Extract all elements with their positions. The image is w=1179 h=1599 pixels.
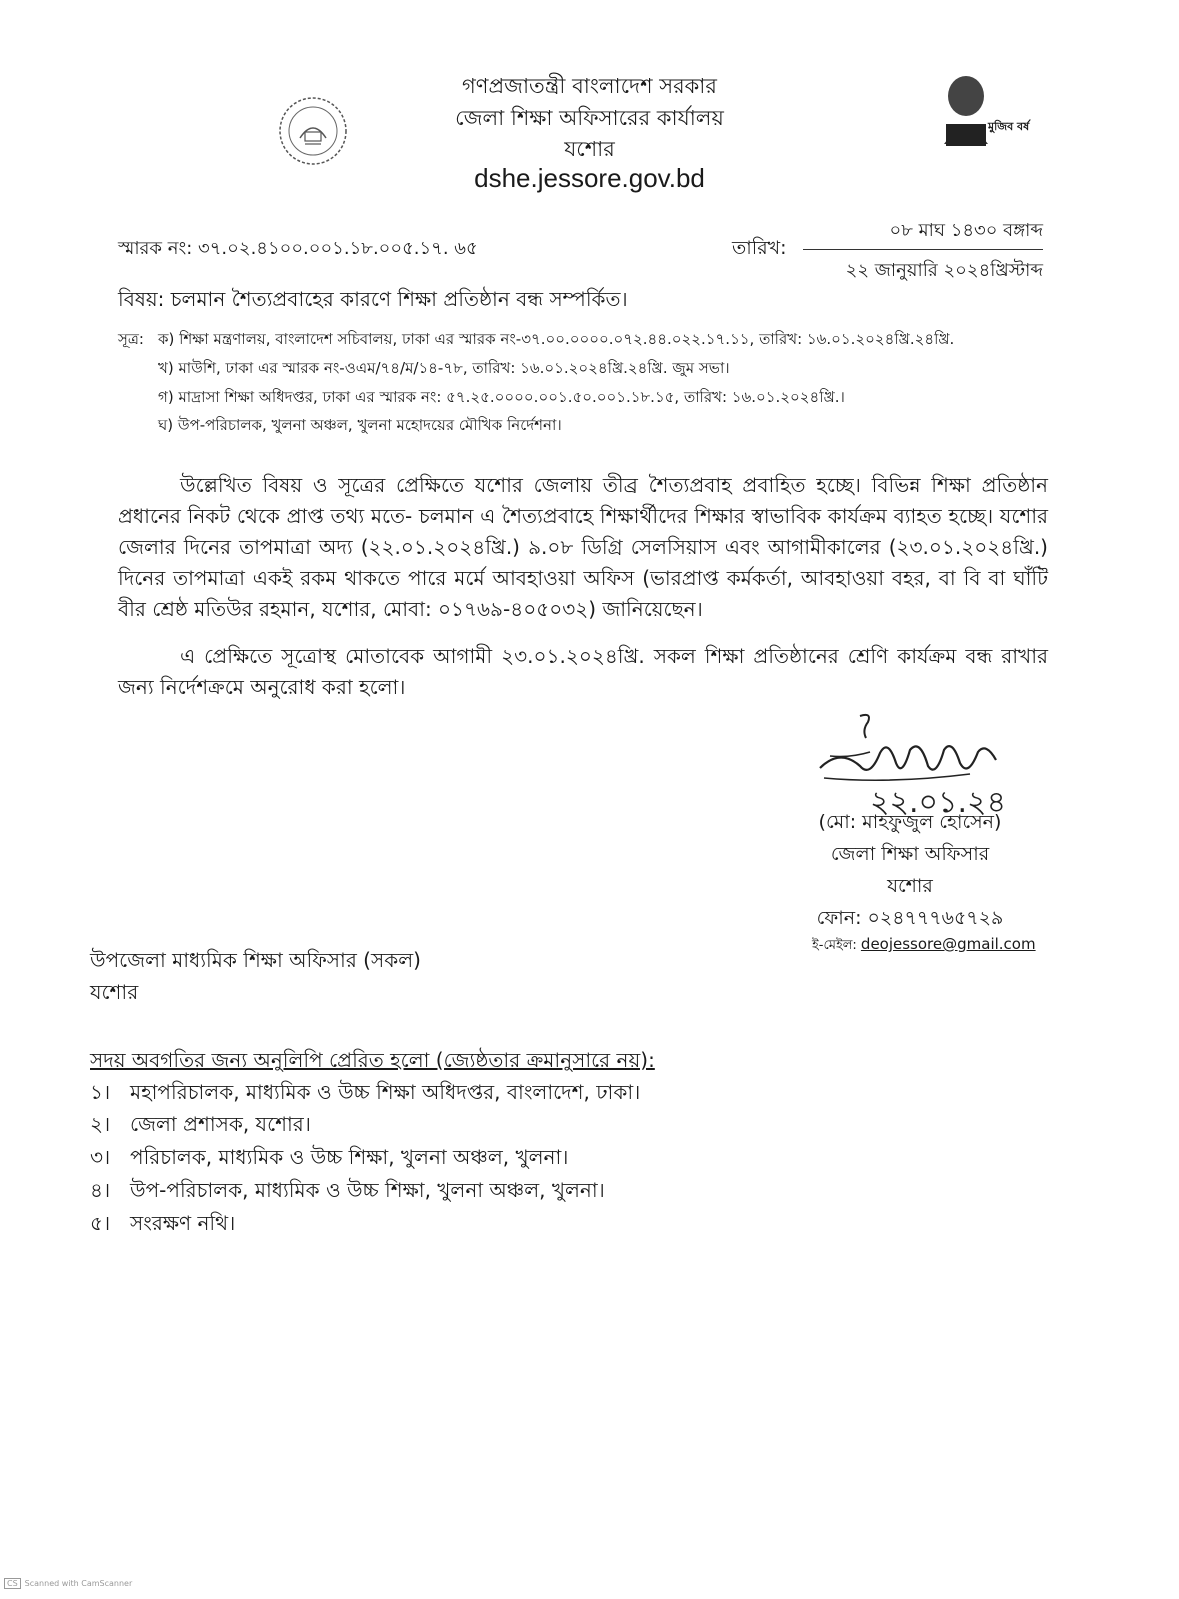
header-government: গণপ্রজাতন্ত্রী বাংলাদেশ সরকার xyxy=(462,74,717,98)
signatory-phone: ফোন: ০২৪৭৭৭৬৫৭২৯ xyxy=(816,907,1004,929)
scanner-footer-text: Scanned with CamScanner xyxy=(24,1579,133,1588)
logo-text: মুজিব বর্ষ xyxy=(988,120,1030,133)
mujib-year-logo xyxy=(936,74,1052,162)
cc-item-number: ৫। xyxy=(90,1211,111,1235)
header-district: যশোর xyxy=(564,137,615,161)
references-label: সূত্র: xyxy=(118,330,144,348)
scanner-footer xyxy=(4,1578,132,1589)
signatory-email-row xyxy=(812,935,1036,957)
date-bangla: ০৮ মাঘ ১৪৩০ বঙ্গাব্দ xyxy=(889,220,1043,241)
body-paragraph-2: এ প্রেক্ষিতে সূত্রোস্থ মোতাবেক আগামী ২৩.০১.২০২৪খ্রি. সকল শিক্ষা প্রতিষ্ঠানের শ্রেণি কার্যক্রম বন্ধ রাখার জন্য নির্দেশক্রমে অনুরোধ করা হলো। xyxy=(118,644,1048,699)
subject-line: বিষয়: চলমান শৈত্যপ্রবাহের কারণে শিক্ষা প্রতিষ্ঠান বন্ধ সম্পর্কিত। xyxy=(118,287,628,311)
recipient-line-1: উপজেলা মাধ্যমিক শিক্ষা অফিসার (সকল) xyxy=(90,948,421,972)
reference-item: ঘ) উপ-পরিচালক, খুলনা অঞ্চল, খুলনা মহোদয়ের মৌখিক নির্দেশনা। xyxy=(158,416,562,434)
cc-item-text: পরিচালক, মাধ্যমিক ও উচ্চ শিক্ষা, খুলনা অঞ্চল, খুলনা। xyxy=(130,1145,569,1169)
cc-item-number: ১। xyxy=(90,1080,111,1104)
signature-date: ২২.০১.২৪ xyxy=(870,785,1007,820)
date-label: তারিখ: xyxy=(732,237,787,259)
date-divider xyxy=(803,249,1043,250)
reference-item: ক) শিক্ষা মন্ত্রণালয়, বাংলাদেশ সচিবালয়, ঢাকা এর স্মারক নং-৩৭.০০.০০০০.০৭২.৪৪.০২২.১৭.১১, তারিখ: ১৬.০১.২০২৪খ্রি.২৪খ্রি. xyxy=(158,330,955,348)
cc-item-text: জেলা প্রশাসক, যশোর। xyxy=(130,1112,311,1136)
cc-item-text: মহাপরিচালক, মাধ্যমিক ও উচ্চ শিক্ষা অধিদপ্তর, বাংলাদেশ, ঢাকা। xyxy=(130,1080,641,1104)
email-label: ই-মেইল: xyxy=(812,938,857,953)
memo-number: স্মারক নং: ৩৭.০২.৪১০০.০০১.১৮.০০৫.১৭. ৬৫ xyxy=(118,238,478,259)
camscanner-icon: CS xyxy=(4,1578,21,1589)
cc-item-number: ২। xyxy=(90,1112,111,1136)
cc-title: সদয় অবগতির জন্য অনুলিপি প্রেরিত হলো (জ্যেষ্ঠতার ক্রমানুসারে নয়): xyxy=(90,1048,655,1072)
email-address[interactable]: deojessore@gmail.com xyxy=(860,935,1036,953)
cc-item-text: উপ-পরিচালক, মাধ্যমিক ও উচ্চ শিক্ষা, খুলনা অঞ্চল, খুলনা। xyxy=(130,1178,605,1202)
body-paragraph-1: উল্লেখিত বিষয় ও সূত্রের প্রেক্ষিতে যশোর জেলায় তীব্র শৈত্যপ্রবাহ প্রবাহিত হচ্ছে। বিভিন্ন শিক্ষা প্রতিষ্ঠান প্রধানের নিকট থেকে প্রাপ্ত তথ্য মতে- চলমান এ শৈত্যপ্রবাহে শিক্ষার্থীদের শিক্ষার স্বাভাবিক কার্যক্রম ব্যাহত হচ্ছে। যশোর জেলার দিনের তাপমাত্রা অদ্য (২২.০১.২০২৪খ্রি.) ৯.০৮ ডিগ্রি সেলসিয়াস এবং আগামীকালের (২৩.০১.২০২৪খ্রি.) দিনের তাপমাত্রা একই রকম থাকতে পারে মর্মে আবহাওয়া অফিস (ভারপ্রাপ্ত কর্মকর্তা, আবহাওয়া বহর, বা বি বা ঘাঁটি বীর শ্রেষ্ঠ মতিউর রহমান, যশোর, মোবা: ০১৭৬৯-৪০৫০৩২) জানিয়েছেন। xyxy=(118,473,1048,621)
signatory-name: (মো: মাহফুজুল হোসেন) xyxy=(818,811,1002,833)
reference-item: খ) মাউশি, ঢাকা এর স্মারক নং-ওএম/৭৪/ম/১৪-৭৮, তারিখ: ১৬.০১.২০২৪খ্রি.২৪খ্রি. জুম সভা। xyxy=(158,359,730,377)
signatory-location: যশোর xyxy=(887,875,933,897)
header-office: জেলা শিক্ষা অফিসারের কার্যালয় xyxy=(455,106,724,130)
cc-item-number: ৪। xyxy=(90,1178,111,1202)
date-gregorian: ২২ জানুয়ারি ২০২৪খ্রিস্টাব্দ xyxy=(845,260,1043,281)
signatory-designation: জেলা শিক্ষা অফিসার xyxy=(830,843,990,865)
header-website: dshe.jessore.gov.bd xyxy=(474,163,705,193)
cc-item-number: ৩। xyxy=(90,1145,111,1169)
cc-item-text: সংরক্ষণ নথি। xyxy=(130,1211,236,1235)
handwritten-signature xyxy=(810,708,1090,820)
recipient-line-2: যশোর xyxy=(90,980,139,1004)
reference-item: গ) মাদ্রাসা শিক্ষা অধিদপ্তর, ঢাকা এর স্মারক নং: ৫৭.২৫.০০০০.০০১.৫০.০০১.১৮.১৫, তারিখ: ১৬.০১.২০২৪খ্রি.। xyxy=(158,388,845,406)
